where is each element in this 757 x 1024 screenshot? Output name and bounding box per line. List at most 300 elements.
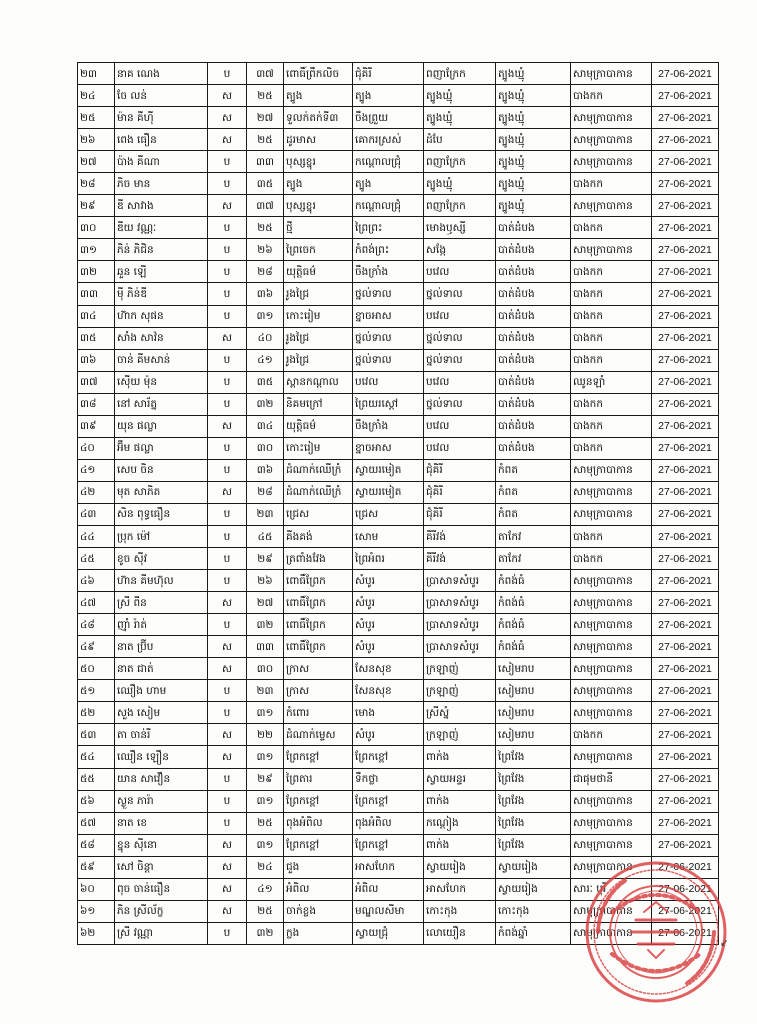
date-cell: 27-06-2021 [652, 283, 719, 305]
age-cell: ៤០ [247, 327, 284, 349]
name-cell: ហ៊ាក សុផន [115, 305, 208, 327]
sex-cell: ប [208, 503, 247, 525]
table-row [78, 548, 719, 570]
name-cell: យាន សាវឿន [115, 768, 208, 790]
age-cell: ២៥ [247, 129, 284, 151]
province-cell: បាត់ដំបង [496, 327, 571, 349]
district-cell: គីរីវង់ [424, 548, 496, 570]
table-row [78, 746, 719, 768]
province-cell: ព្រៃវែង [496, 812, 571, 834]
sex-cell: ស [208, 195, 247, 217]
date-cell: 27-06-2021 [652, 217, 719, 239]
row-number-cell: ២៨ [78, 173, 115, 195]
district-cell: ប្រាសាទសំបូរ [424, 614, 496, 636]
district-cell: គីរីវង់ [424, 525, 496, 547]
table-row [78, 702, 719, 724]
sex-cell: ប [208, 63, 247, 85]
status-cell: សាមុក្រាបាកាន [571, 702, 652, 724]
name-cell: សួង សៀម [115, 702, 208, 724]
age-cell: ២៦ [247, 570, 284, 592]
date-cell: 27-06-2021 [652, 636, 719, 658]
name-cell: នាត ប្រ៊ីប [115, 636, 208, 658]
province-cell: កំពង់ឆ្នាំ [496, 922, 571, 944]
date-cell: 27-06-2021 [652, 481, 719, 503]
age-cell: ៣២ [247, 922, 284, 944]
date-cell: 27-06-2021 [652, 834, 719, 856]
province-cell: បាត់ដំបង [496, 261, 571, 283]
district-cell: ពាក់ង [424, 834, 496, 856]
name-cell: សេប ចិន [115, 459, 208, 481]
province-cell: បាត់ដំបង [496, 393, 571, 415]
age-cell: ២២ [247, 724, 284, 746]
province-cell: តាកែវ [496, 525, 571, 547]
name-cell: ស៊ើយ ម៉ុន [115, 371, 208, 393]
status-cell: សាមុក្រាបាកាន [571, 239, 652, 261]
commune-cell: គោករស្រស់ [353, 129, 424, 151]
date-cell: 27-06-2021 [652, 173, 719, 195]
sex-cell: ស [208, 327, 247, 349]
province-cell: សៀមរាប [496, 702, 571, 724]
district-cell: ក្រឡាញ់ [424, 724, 496, 746]
name-cell: ពុច ចាន់ធឿន [115, 878, 208, 900]
village-cell: បុស្សខ្នុរ [284, 151, 353, 173]
province-cell: បាត់ដំបង [496, 239, 571, 261]
province-cell: ត្បូងឃ្មុំ [496, 195, 571, 217]
province-cell: ព្រៃវែង [496, 768, 571, 790]
name-cell: ញ៉ាំ រ៉ាត់ [115, 614, 208, 636]
row-number-cell: ៦២ [78, 922, 115, 944]
province-cell: កំពង់ធំ [496, 636, 571, 658]
village-cell: ថ្មី [284, 217, 353, 239]
commune-cell: កណ្ដោលជ្រុំ [353, 151, 424, 173]
name-cell: នៅ សារ័ត្ន [115, 393, 208, 415]
row-number-cell: ២៧ [78, 151, 115, 173]
commune-cell: អំពិល [353, 878, 424, 900]
status-cell: បាងកក [571, 393, 652, 415]
status-cell: សាមុក្រាបាកាន [571, 922, 652, 944]
commune-cell: ត្បូង [353, 173, 424, 195]
commune-cell: ទឹកថ្លា [353, 768, 424, 790]
village-cell: ស្ពានកណ្ដាល [284, 371, 353, 393]
district-cell: ស្រីស្នំ [424, 702, 496, 724]
commune-cell: ថ្នល់ទាល [353, 327, 424, 349]
district-cell: ត្បូងឃ្មុំ [424, 107, 496, 129]
district-cell: មោងឫស្សី [424, 217, 496, 239]
name-cell: នាត ជាត់ [115, 658, 208, 680]
row-number-cell: ៣០ [78, 217, 115, 239]
district-cell: អាសហែក [424, 878, 496, 900]
sex-cell: ប [208, 217, 247, 239]
status-cell: សាមុក្រាបាកាន [571, 63, 652, 85]
age-cell: ២៦ [247, 239, 284, 261]
status-cell: សាមុក្រាបាកាន [571, 481, 652, 503]
official-seal-stamp [582, 858, 730, 1006]
province-cell: បាត់ដំបង [496, 437, 571, 459]
date-cell: 27-06-2021 [652, 570, 719, 592]
village-cell: ត្រពាំងវែង [284, 548, 353, 570]
age-cell: ៣១ [247, 834, 284, 856]
district-cell: បវេល [424, 437, 496, 459]
village-cell: កោះរៀម [284, 437, 353, 459]
province-cell: ត្បូងឃ្មុំ [496, 85, 571, 107]
name-cell: ភិន់ ភិជិន [115, 239, 208, 261]
district-cell: សង្កែ [424, 239, 496, 261]
age-cell: ៣១ [247, 305, 284, 327]
sex-cell: ប [208, 525, 247, 547]
row-number-cell: ៥៤ [78, 746, 115, 768]
district-cell: កោះកុង [424, 900, 496, 922]
status-cell: បាងកក [571, 283, 652, 305]
province-cell: កំពង់ធំ [496, 614, 571, 636]
table-row [78, 724, 719, 746]
age-cell: ៣៣ [247, 636, 284, 658]
district-cell: ក្រឡាញ់ [424, 658, 496, 680]
row-number-cell: ៣៥ [78, 327, 115, 349]
date-cell: 27-06-2021 [652, 503, 719, 525]
province-cell: តាកែវ [496, 548, 571, 570]
village-cell: ព្រៃតារ [284, 768, 353, 790]
sex-cell: ប [208, 614, 247, 636]
name-cell: ឌី សាវាង [115, 195, 208, 217]
village-cell: ត្បូង [284, 173, 353, 195]
district-cell: បវេល [424, 305, 496, 327]
district-cell: ត្បូងឃ្មុំ [424, 85, 496, 107]
village-cell: រូងជ្រៃ [284, 327, 353, 349]
sex-cell: ស [208, 107, 247, 129]
status-cell: ឈូនឡាំ [571, 371, 652, 393]
row-number-cell: ៤៩ [78, 636, 115, 658]
village-cell: ដំណាក់ម្ទេស [284, 724, 353, 746]
table-row [78, 107, 719, 129]
date-cell: 27-06-2021 [652, 878, 719, 900]
province-cell: កំពង់ធំ [496, 570, 571, 592]
sex-cell: ស [208, 834, 247, 856]
province-cell: បាត់ដំបង [496, 371, 571, 393]
village-cell: កំពោរ [284, 702, 353, 724]
province-cell: បាត់ដំបង [496, 349, 571, 371]
sex-cell: ប [208, 548, 247, 570]
commune-cell: ត្បូង [353, 85, 424, 107]
district-cell: ពញាក្រែក [424, 151, 496, 173]
sex-cell: ប [208, 371, 247, 393]
table-row [78, 327, 719, 349]
status-cell: បាងកក [571, 173, 652, 195]
age-cell: ២៣ [247, 680, 284, 702]
sex-cell: ប [208, 151, 247, 173]
village-cell: ពោធិ៍ព្រែក [284, 592, 353, 614]
date-cell: 27-06-2021 [652, 393, 719, 415]
commune-cell: សែនសុខ [353, 680, 424, 702]
status-cell: បាងកក [571, 261, 652, 283]
district-cell: ប្រាសាទសំបូរ [424, 636, 496, 658]
district-cell: ប្រាសាទសំបូរ [424, 592, 496, 614]
status-cell: សាមុក្រាបាកាន [571, 658, 652, 680]
district-cell: ស្វាយអន្ទរ [424, 768, 496, 790]
status-cell: បាងកក [571, 305, 652, 327]
table-row [78, 129, 719, 151]
name-cell: ភិច មាន [115, 173, 208, 195]
sex-cell: ប [208, 702, 247, 724]
sex-cell: ប [208, 570, 247, 592]
name-cell: យុន ផល្លា [115, 415, 208, 437]
commune-cell: អាសហែក [353, 856, 424, 878]
commune-cell: មោង [353, 702, 424, 724]
province-cell: ព្រៃវែង [496, 746, 571, 768]
row-number-cell: ៤៣ [78, 503, 115, 525]
table-row [78, 173, 719, 195]
province-cell: ត្បូងឃ្មុំ [496, 173, 571, 195]
status-cell: សាមុក្រាបាកាន [571, 459, 652, 481]
name-cell: ចាន់ គីមសាន់ [115, 349, 208, 371]
village-cell: បុស្សខ្នុរ [284, 195, 353, 217]
status-cell: សាមុក្រាបាកាន [571, 746, 652, 768]
sex-cell: ប [208, 349, 247, 371]
age-cell: ៣២ [247, 393, 284, 415]
table-row [78, 570, 719, 592]
status-cell: សាមុក្រាបាកាន [571, 790, 652, 812]
sex-cell: ស [208, 658, 247, 680]
name-cell: ប៉ាង គីណា [115, 151, 208, 173]
roster-table-body [78, 63, 719, 945]
sex-cell: ស [208, 724, 247, 746]
row-number-cell: ៤៥ [78, 548, 115, 570]
province-cell: បាត់ដំបង [496, 283, 571, 305]
row-number-cell: ៣៨ [78, 393, 115, 415]
sex-cell: ស [208, 856, 247, 878]
province-cell: កំពត [496, 459, 571, 481]
district-cell: ជុំគិរី [424, 503, 496, 525]
province-cell: កំពង់ធំ [496, 592, 571, 614]
sex-cell: ស [208, 878, 247, 900]
status-cell: បាងកក [571, 415, 652, 437]
table-row [78, 834, 719, 856]
age-cell: ២៨ [247, 481, 284, 503]
row-number-cell: ៦១ [78, 900, 115, 922]
name-cell: ស្រី វណ្ណា [115, 922, 208, 944]
province-cell: ត្បូងឃ្មុំ [496, 107, 571, 129]
sex-cell: ប [208, 239, 247, 261]
commune-cell: ព្រែកខ្ពៅ [353, 790, 424, 812]
commune-cell: សំបូរ [353, 724, 424, 746]
sex-cell: ប [208, 305, 247, 327]
village-cell: រូងជ្រៃ [284, 283, 353, 305]
sex-cell: ស [208, 85, 247, 107]
province-cell: សៀមរាប [496, 724, 571, 746]
village-cell: ពោធិ៍ព្រែក [284, 636, 353, 658]
age-cell: ២៩ [247, 768, 284, 790]
province-cell: ព្រៃវែង [496, 834, 571, 856]
sex-cell: ប [208, 393, 247, 415]
table-row [78, 305, 719, 327]
village-cell: អំពិល [284, 878, 353, 900]
date-cell: 27-06-2021 [652, 856, 719, 878]
name-cell: ពេង ធឿន [115, 129, 208, 151]
row-number-cell: ៥៥ [78, 768, 115, 790]
row-number-cell: ២៥ [78, 107, 115, 129]
district-cell: ក្រឡាញ់ [424, 680, 496, 702]
date-cell: 27-06-2021 [652, 900, 719, 922]
district-cell: ប្រាសាទសំបូរ [424, 570, 496, 592]
row-number-cell: ៤៦ [78, 570, 115, 592]
sex-cell: ស [208, 746, 247, 768]
village-cell: ព្រែកខ្ពៅ [284, 790, 353, 812]
district-cell: ពាក់ង [424, 746, 496, 768]
village-cell: យុត្តិធម៌ [284, 261, 353, 283]
date-cell: 27-06-2021 [652, 415, 719, 437]
commune-cell: ព្រៃអំពរ [353, 548, 424, 570]
commune-cell: ខ្នាចអាស [353, 305, 424, 327]
name-cell: ចែ លន់ [115, 85, 208, 107]
table-row [78, 217, 719, 239]
village-cell: កោះរៀម [284, 305, 353, 327]
commune-cell: ស្វាយជ្រុំ [353, 922, 424, 944]
district-cell: ថ្នល់ទាល [424, 393, 496, 415]
row-number-cell: ៥០ [78, 658, 115, 680]
sex-cell: ប [208, 261, 247, 283]
date-cell: 27-06-2021 [652, 768, 719, 790]
row-number-cell: ៤៧ [78, 592, 115, 614]
village-cell: ត្បូង [284, 85, 353, 107]
district-cell: ពញាក្រែក [424, 63, 496, 85]
village-cell: គីងគង់ [284, 525, 353, 547]
village-cell: ព្រែកខ្ពៅ [284, 746, 353, 768]
status-cell: បាងកក [571, 525, 652, 547]
village-cell: ដំណាក់ឈើក្រំ [284, 459, 353, 481]
age-cell: ៣៧ [247, 63, 284, 85]
date-cell: 27-06-2021 [652, 63, 719, 85]
name-cell: អ៊ឹម ផល្លា [115, 437, 208, 459]
status-cell: សាមុក្រាបាកាន [571, 195, 652, 217]
district-cell: បវេល [424, 415, 496, 437]
village-cell: ពុងអំពិល [284, 812, 353, 834]
name-cell: ឈឿង ហាម [115, 680, 208, 702]
sex-cell: ប [208, 680, 247, 702]
date-cell: 27-06-2021 [652, 658, 719, 680]
village-cell: យុត្តិធម៌ [284, 415, 353, 437]
age-cell: ២៥ [247, 217, 284, 239]
village-cell: ចាក់ខ្លង [284, 900, 353, 922]
row-number-cell: ៥៧ [78, 812, 115, 834]
status-cell: បាងកក [571, 217, 652, 239]
commune-cell: ជុំគិរី [353, 63, 424, 85]
district-cell: បវេល [424, 261, 496, 283]
table-row [78, 481, 719, 503]
status-cell: បាងកក [571, 548, 652, 570]
name-cell: នាគ ណេង [115, 63, 208, 85]
name-cell: ឈឿន ឡឿន [115, 746, 208, 768]
date-cell: 27-06-2021 [652, 922, 719, 944]
date-cell: 27-06-2021 [652, 437, 719, 459]
age-cell: ២៥ [247, 812, 284, 834]
commune-cell: សំបូរ [353, 614, 424, 636]
age-cell: ៣៦ [247, 283, 284, 305]
status-cell: សាមុក្រាបាកាន [571, 592, 652, 614]
name-cell: ឆួន ឡើ [115, 261, 208, 283]
row-number-cell: ២៩ [78, 195, 115, 217]
village-cell: ដំណាក់ឈើក្រំ [284, 481, 353, 503]
sex-cell: ស [208, 481, 247, 503]
age-cell: ៤១ [247, 878, 284, 900]
name-cell: នាត ខេ [115, 812, 208, 834]
village-cell: និគមក្រៅ [284, 393, 353, 415]
age-cell: ២៧ [247, 107, 284, 129]
date-cell: 27-06-2021 [652, 702, 719, 724]
date-cell: 27-06-2021 [652, 85, 719, 107]
village-cell: ក្រាស [284, 680, 353, 702]
row-number-cell: ៦០ [78, 878, 115, 900]
commune-cell: សំបូរ [353, 570, 424, 592]
table-row [78, 658, 719, 680]
date-cell: 27-06-2021 [652, 129, 719, 151]
row-number-cell: ៥៩ [78, 856, 115, 878]
date-cell: 27-06-2021 [652, 327, 719, 349]
name-cell: មុត សាភិត [115, 481, 208, 503]
age-cell: ២៤ [247, 856, 284, 878]
name-cell: ស្ងួន ភារ៉ា [115, 790, 208, 812]
age-cell: ២៣ [247, 503, 284, 525]
name-cell: សៅ ចិន្តា [115, 856, 208, 878]
sex-cell: ប [208, 812, 247, 834]
age-cell: ២៧ [247, 592, 284, 614]
table-row [78, 525, 719, 547]
status-cell: សារៈ បុរី [571, 878, 652, 900]
commune-cell: ស្វាយរមៀត [353, 481, 424, 503]
row-number-cell: ២៦ [78, 129, 115, 151]
village-cell: ព្រៃចេក [284, 239, 353, 261]
province-cell: ត្បូងឃ្មុំ [496, 63, 571, 85]
age-cell: ២៥ [247, 85, 284, 107]
commune-cell: ព្រៃយរស្ដៅ [353, 393, 424, 415]
district-cell: ពាក់ង [424, 790, 496, 812]
village-cell: ដូរមាស [284, 129, 353, 151]
age-cell: ៣០ [247, 437, 284, 459]
date-cell: 27-06-2021 [652, 680, 719, 702]
status-cell: បាងកក [571, 724, 652, 746]
status-cell: សាមុក្រាបាកាន [571, 129, 652, 151]
age-cell: ៣១ [247, 790, 284, 812]
age-cell: ៣១ [247, 702, 284, 724]
date-cell: 27-06-2021 [652, 261, 719, 283]
table-row [78, 393, 719, 415]
name-cell: សាំង សាវ៉ន [115, 327, 208, 349]
commune-cell: ព្រៃព្រះ [353, 217, 424, 239]
sex-cell: ប [208, 459, 247, 481]
commune-cell: សំបូរ [353, 636, 424, 658]
sex-cell: ស [208, 636, 247, 658]
district-cell: ពញាក្រែក [424, 195, 496, 217]
commune-cell: សំបូរ [353, 592, 424, 614]
table-row [78, 592, 719, 614]
row-number-cell: ៤២ [78, 481, 115, 503]
village-cell: ក្លង [284, 922, 353, 944]
sex-cell: ប [208, 790, 247, 812]
province-cell: ត្បូងឃ្មុំ [496, 129, 571, 151]
row-number-cell: ៣២ [78, 261, 115, 283]
commune-cell: ព្រែកខ្ពៅ [353, 834, 424, 856]
date-cell: 27-06-2021 [652, 592, 719, 614]
date-cell: 27-06-2021 [652, 746, 719, 768]
date-cell: 27-06-2021 [652, 305, 719, 327]
table-row [78, 636, 719, 658]
district-cell: កណ្ដៀង [424, 812, 496, 834]
table-row [78, 239, 719, 261]
commune-cell: ជ្រេស [353, 503, 424, 525]
province-cell: កំពត [496, 481, 571, 503]
row-number-cell: ៥៨ [78, 834, 115, 856]
province-cell: ព្រៃវែង [496, 790, 571, 812]
age-cell: ៣៤ [247, 415, 284, 437]
district-cell: ត្បូងឃ្មុំ [424, 173, 496, 195]
